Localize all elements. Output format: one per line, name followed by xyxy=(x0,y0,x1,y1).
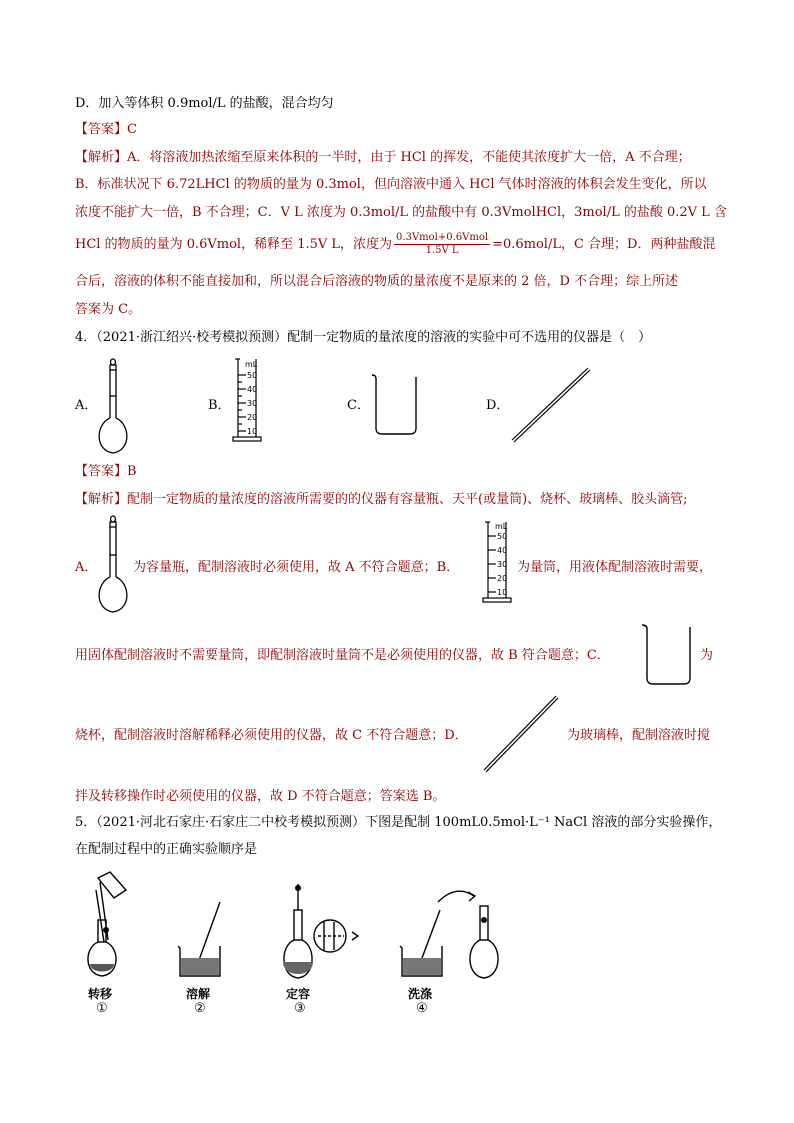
q3-analysis-line-3: 浓度不能扩大一倍，B 不合理；C．V L 浓度为 0.3mol/L 的盐酸中有 0.3VmolHCl，3mol/L 的盐酸 0.2V L 含 xyxy=(75,205,727,220)
beaker-icon xyxy=(640,622,696,688)
q4-analysis-a-label: A． xyxy=(75,560,98,575)
step-2-label: 溶解 xyxy=(186,987,211,1001)
step-3-label: 定容 xyxy=(286,987,311,1001)
q4-analysis-line-5: 拌及转移操作时必须使用的仪器，故 D 不符合题意；答案选 B。 xyxy=(75,789,446,804)
dissolve-illustration xyxy=(176,900,226,980)
cylinder-tick-30: 30 xyxy=(247,399,258,408)
q3-analysis-line-2: B．标准状况下 6.72LHCl 的物质的量为 0.3mol，但向溶液中通入 HCl 气体时溶液的体积会发生变化，所以 xyxy=(75,177,707,192)
cylinder-tick-40: 40 xyxy=(497,546,508,555)
q3-analysis-line-4-post: =0.6mol/L，C 合理；D．两种盐酸混 xyxy=(492,237,716,252)
graduated-cylinder-icon xyxy=(480,520,516,612)
cylinder-tick-40: 40 xyxy=(247,385,258,394)
q5-stem-line-1: 5．（2021·河北石家庄·石家庄二中校考模拟预测）下图是配制 100mL0.5mol·L⁻¹ NaCl 溶液的部分实验操作， xyxy=(75,815,722,830)
fraction-denominator: 1.5V L xyxy=(425,245,459,256)
q3-analysis-line-6: 答案为 C。 xyxy=(75,302,142,317)
cylinder-unit: mL xyxy=(245,360,258,369)
q4-analysis-line-3: 用固体配制溶液时不需要量筒，即配制溶液时量筒不是必须使用的仪器，故 B 符合题意；C． xyxy=(75,648,610,663)
q4-option-b-label: B． xyxy=(208,398,231,413)
step-1-number: ① xyxy=(96,1001,108,1016)
volumetric-flask-icon xyxy=(92,358,134,456)
q4-analysis-d-after: 为玻璃棒，配制溶液时搅 xyxy=(567,728,711,743)
q4-analysis-b-text: 为量筒，用液体配制溶液时需要， xyxy=(517,560,713,575)
concentration-fraction xyxy=(394,232,490,257)
q3-analysis-line-4 xyxy=(75,232,715,257)
q3-answer: 【答案】C xyxy=(75,122,137,137)
q4-analysis-line-4: 烧杯，配制溶液时溶解稀释必须使用的仪器，故 C 不符合题意；D． xyxy=(75,728,468,743)
q3-analysis-line-1: 【解析】A．将溶液加热浓缩至原来体积的一半时，由于 HCl 的挥发，不能使其浓度扩大一倍，A 不合理； xyxy=(75,150,691,165)
wash-illustration xyxy=(398,880,508,980)
cylinder-tick-20: 20 xyxy=(247,413,258,422)
cylinder-unit: mL xyxy=(495,522,508,531)
q4-answer: 【答案】B xyxy=(75,464,137,479)
q4-option-d-label: D． xyxy=(486,398,510,413)
step-4-number: ④ xyxy=(416,1001,428,1016)
q4-option-c-label: C． xyxy=(347,398,370,413)
q4-analysis-c-after: 为 xyxy=(700,648,714,663)
cylinder-tick-20: 20 xyxy=(497,574,508,583)
q4-analysis-line-1: 【解析】配制一定物质的量浓度的溶液所需要的的仪器有容量瓶、天平(或量筒)、烧杯、玻璃棒、胶头滴管; xyxy=(75,492,688,507)
q4-analysis-a-text: 为容量瓶，配制溶液时必须使用，故 A 不符合题意；B． xyxy=(133,560,460,575)
q4-option-a-label: A． xyxy=(75,398,98,413)
volumetric-flask-icon xyxy=(92,515,134,615)
cylinder-tick-50: 50 xyxy=(497,532,508,541)
q4-stem: 4．（2021·浙江绍兴·校考模拟预测）配制一定物质的量浓度的溶液的实验中可不选用的仪器是（ ） xyxy=(75,330,652,345)
cylinder-tick-30: 30 xyxy=(497,560,508,569)
graduated-cylinder-icon xyxy=(230,357,266,453)
step-3-number: ③ xyxy=(294,1001,306,1016)
beaker-icon xyxy=(370,372,420,438)
glass-rod-icon xyxy=(480,692,560,774)
q3-option-d: D．加入等体积 0.9mol/L 的盐酸，混合均匀 xyxy=(75,96,334,111)
constant-volume-illustration xyxy=(278,880,368,980)
q3-analysis-line-5: 合后，溶液的体积不能直接加和，所以混合后溶液的物质的量浓度不是原来的 2 倍，D 不合理；综上所述 xyxy=(75,274,679,289)
fraction-numerator: 0.3Vmol+0.6Vmol xyxy=(396,232,489,243)
step-4-label: 洗涤 xyxy=(408,987,433,1001)
glass-rod-icon xyxy=(508,364,592,444)
step-1-label: 转移 xyxy=(88,987,113,1001)
cylinder-tick-50: 50 xyxy=(247,371,258,380)
transfer-illustration xyxy=(78,870,148,980)
q3-analysis-line-4-pre: HCl 的物质的量为 0.6Vmol，稀释至 1.5V L，浓度为 xyxy=(75,237,393,252)
cylinder-tick-10: 10 xyxy=(497,588,508,597)
q5-stem-line-2: 在配制过程中的正确实验顺序是 xyxy=(75,842,258,857)
cylinder-tick-10: 10 xyxy=(247,427,258,436)
step-2-number: ② xyxy=(194,1001,206,1016)
